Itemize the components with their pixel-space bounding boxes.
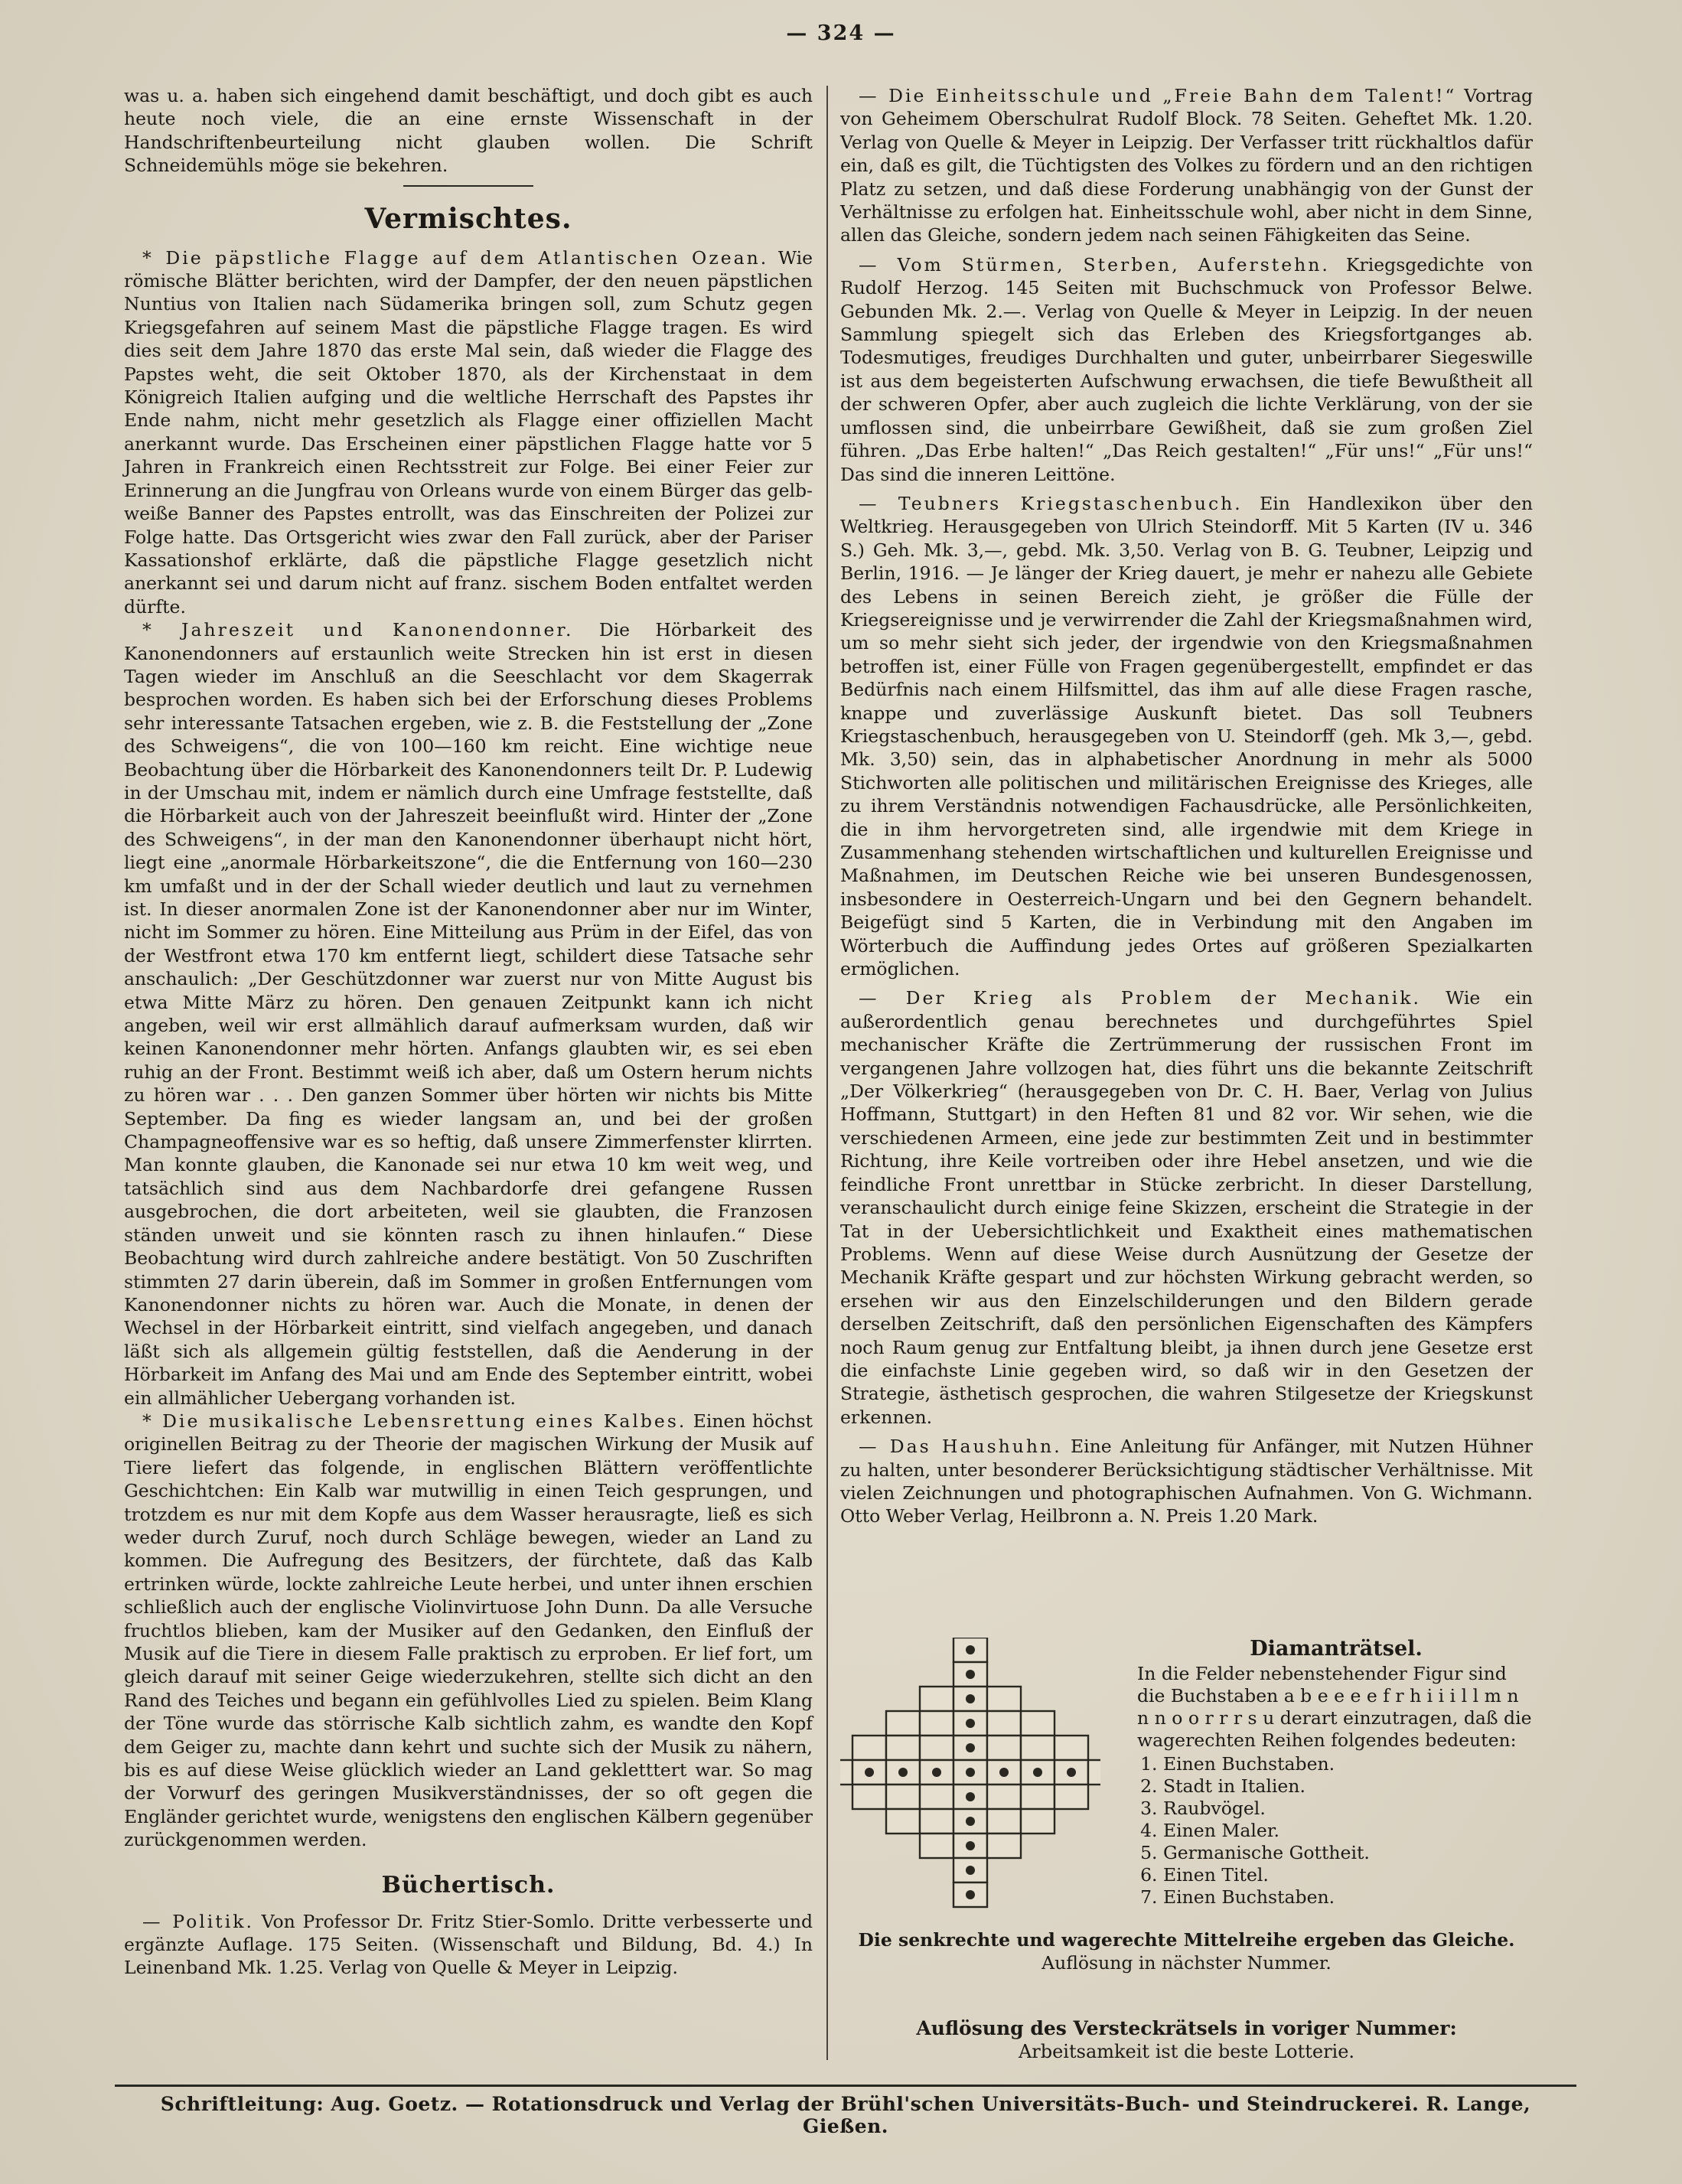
review-text: Ein Handlexikon über den Weltkrieg. Herausgegeben von Ulrich Steindorff. Mit 5 Karten (IV u. 346 S.) Geh. Mk. 3,—, gebd. Mk. 3,50. Verlag von B. G. Teubner, Leipzig und Berlin, 1916. — Je länger der Krieg dauert, je mehr er nahezu alle Gebiete des Lebens in seinen Bereich zieht, je größer die Fülle der Kriegsereignisse und je verwirrender die Zahl der Kriegsmaßnahmen wird, um so mehr sieht sich jeder, der irgendwie von den Kriegsmaßnahmen betroffen ist, einer Fülle von Fragen gegenübergestellt, empfindet er das Bedürfnis nach einem Hilfsmittel, das ihm auf alle diese Fragen rasche, knappe und zuverlässige Auskunft bietet. Das soll Teubners Kriegstaschenbuch, herausgegeben von U. Steindorff (geh. Mk 3,—, gebd. Mk. 3,50) sein, das in alphabetischer Anordnung in mehr als 5000 Stichworten alle politischen und militärischen Ereignisse des Krieges, alle zu ihrem Verständnis notwendigen Fachausdrücke, alle Persönlichkeiten, die in ihm hervorgetreten sind, alle irgendwie mit dem Kriege in Zusammenhang stehenden wirtschaftlichen und kulturellen Ereignisse und Maßnahmen, im Deutschen Reiche wie bei unseren Bundesgenossen, insbesondere in Oesterreich-Ungarn und bei den Gegnern behandelt. Beigefügt sind 5 Karten, die in Verbindung mit den Angaben im Wörterbuch die Auffindung jedes Ortes auf größeren Spezialkarten ermöglichen. [840, 492, 1533, 980]
puzzle-clue: 5. Germanische Gottheit. [1163, 1842, 1535, 1864]
puzzle-clues [1137, 1753, 1535, 1909]
book-review-einheitsschule [840, 84, 1533, 247]
grid-dot [966, 1743, 975, 1752]
review-text: Von Professor Dr. Fritz Stier-Somlo. Dritte verbesserte und ergänzte Auflage. 175 Seiten. (Wissenschaft und Bildung, Bd. 4.) In Leinenband Mk. 1.25. Verlag von Quelle & Meyer in Leipzig. [124, 1910, 813, 1979]
solution-text: Arbeitsamkeit ist die beste Lotterie. [1018, 2041, 1355, 2062]
previous-solution [840, 2017, 1533, 2063]
review-title: — Die Einheitsschule und „Freie Bahn dem Talent!“ [859, 85, 1457, 106]
grid-cell [1088, 1760, 1100, 1785]
book-review-haushuhn [840, 1435, 1533, 1528]
grid-cell [852, 1736, 886, 1760]
review-text: Wie ein außerordentlich genau berechnetes und durchgeführtes Spiel mechanischer Kräfte die Zertrümmerung der russischen Front im vergangenen Jahre vollzogen hat, dies führt uns die bekannte Zeitschrift „Der Völkerkrieg“ (herausgegeben von Dr. C. H. Baer, Verlag von Julius Hoffmann, Stuttgart) in den Heften 81 und 82 vor. Wir sehen, wie die verschiedenen Armeen, eine jede zur bestimmten Zeit und in bestimmter Richtung, ihre Keile vortreiben oder ihre Hebel ansetzen, und wie die feindliche Front unrettbar in Stücke zerbricht. In dieser Darstellung, veranschaulicht durch einige feine Skizzen, erscheint die Strategie in der Tat in der Uebersichtlichkeit und Exaktheit eines mathematischen Problems. Wenn auf diese Weise durch Ausnützung der Gesetze der Mechanik Kräfte gespart und zur höchsten Wirkung gebracht werden, so ersehen wir aus den Einzelschilderungen und den Bildern gerade derselben Zeitschrift, daß den persönlichen Eigenschaften des Kämpfers noch Raum genug zur Entfaltung bleibt, ja ihnen durch jene Gesetze erst die einfachste Linie gegeben wird, so daß wir in den Gesetzen der Strategie, ästhetisch gesprochen, die wahren Stilgesetze der Kriegskunst erkennen. [840, 987, 1533, 1428]
grid-cell [1055, 1736, 1088, 1760]
puzzle-intro: In die Felder nebenstehender Figur sind die Buchstaben a b e e e e f r h i i i l l m n n n o o r r r s u derart einzutragen, daß die wagerechten Reihen folgendes bedeuten: [1137, 1663, 1532, 1751]
review-title: — Politik. [142, 1910, 254, 1932]
grid-dot [999, 1768, 1009, 1777]
grid-dot [966, 1841, 975, 1850]
grid-cell [920, 1809, 953, 1834]
grid-dot [966, 1694, 975, 1703]
grid-cell [1021, 1785, 1055, 1809]
grid-dot [1033, 1768, 1042, 1777]
review-text: Eine Anleitung für Anfänger, mit Nutzen Hühner zu halten, unter besonderer Berücksichtigung städtischer Verhältnisse. Mit vielen Zeichnungen und photographischen Aufnahmen. Von G. Wichmann. Otto Weber Verlag, Heilbronn a. N. Preis 1.20 Mark. [840, 1436, 1534, 1527]
footer-rule [115, 2085, 1576, 2087]
grid-cell [886, 1809, 920, 1834]
page-number: — 324 — [786, 21, 896, 45]
grid-cell [1055, 1785, 1088, 1809]
review-title: — Teubners Kriegstaschenbuch. [859, 492, 1243, 514]
grid-dot [966, 1817, 975, 1826]
review-title: — Vom Stürmen, Sterben, Auferstehn. [859, 253, 1330, 275]
puzzle-clue: 2. Stadt in Italien. [1163, 1775, 1535, 1798]
book-review-stuermen [840, 253, 1533, 486]
puzzle-clue: 3. Raubvögel. [1163, 1798, 1535, 1820]
puzzle-clue: 6. Einen Titel. [1163, 1864, 1535, 1886]
article-calf-rescue [124, 1410, 813, 1852]
grid-dot [865, 1768, 874, 1777]
grid-dot [966, 1792, 975, 1801]
grid-dot [966, 1670, 975, 1679]
grid-cell [920, 1834, 953, 1858]
diamond-grid [840, 1638, 1100, 1913]
puzzle-footnote [840, 1928, 1533, 1974]
grid-cell [1021, 1809, 1055, 1834]
grid-dot [966, 1719, 975, 1728]
puzzle-clue: 1. Einen Buchstaben. [1163, 1753, 1535, 1775]
section-rule [403, 185, 533, 187]
grid-dot [966, 1890, 975, 1899]
grid-cell [987, 1736, 1021, 1760]
heading-buechertisch: Büchertisch. [381, 1871, 556, 1899]
grid-cell [987, 1687, 1021, 1711]
grid-dot [932, 1768, 941, 1777]
grid-dot [966, 1866, 975, 1875]
diamond-puzzle [840, 1638, 1533, 1997]
grid-cell [840, 1760, 852, 1785]
puzzle-title: Diamanträtsel. [1250, 1637, 1423, 1661]
grid-cell [886, 1785, 920, 1809]
article-papal-flag [124, 246, 813, 619]
grid-cell [987, 1834, 1021, 1858]
grid-cell [920, 1711, 953, 1736]
article-text: Einen höchst originellen Beitrag zu der Theorie der magischen Wirkung der Musik auf Tiere liefert das folgende, in englischen Blättern veröffentlichte Geschichtchen: Ein Kalb war mutwillig in einen Teich gesprungen, und trotzdem es nur mit dem Kopfe aus dem Wasser herausragte, ließ es sich weder durch Zuruf, noch durch Schläge bewegen, wieder an Land zu kommen. Die Aufregung des Besitzers, der fürchtete, daß das Kalb ertrinken würde, lockte zahlreiche Leute herbei, und unter ihnen erschien schließlich auch der englische Violinvirtuose John Dunn. Da alle Versuche fruchtlos blieben, kam der Musiker auf den Gedanken, den Einfluß der Musik auf die Tiere in diesem Falle praktisch zu erproben. Er lief fort, um gleich darauf mit seiner Geige wiederzukehren, stellte sich dicht an den Rand des Teiches und begann ein gefühlvolles Lied zu spielen. Beim Klang der Töne wurde das störrische Kalb sichtlich zahm, es wandte den Kopf dem Geiger zu, machte dann kehrt und suchte sich der Musik zu nähern, bis es auf diese Weise glücklich wieder an Land gekletttert war. So mag der Vorwurf des geringen Musikverständnisses, der so oft gegen die Engländer gerichtet wurde, wenigstens den englischen Kälbern gegenüber zurückgenommen werden. [124, 1410, 813, 1851]
article-title: * Die musikalische Lebensrettung eines Kalbes. [142, 1410, 687, 1432]
grid-cell [920, 1736, 953, 1760]
puzzle-clue: 4. Einen Maler. [1163, 1820, 1535, 1842]
puzzle-text [1137, 1638, 1535, 1909]
solution-label: Auflösung des Versteckrätsels in voriger Nummer: [916, 2017, 1457, 2039]
article-title: * Jahreszeit und Kanonendonner. [142, 619, 574, 641]
right-column [840, 84, 1533, 1528]
book-review-mechanik [840, 986, 1533, 1429]
puzzle-foot-line: Die senkrechte und wagerechte Mittelreihe ergeben das Gleiche. [858, 1929, 1515, 1951]
article-text: Die Hörbarkeit des Kanonendonners auf erstaunlich weite Strecken hin ist erst in diesen Tagen wieder im Anschluß an die Seeschlacht vor dem Skagerrak besprochen worden. Es haben sich bei der Erforschung dieses Problems sehr interessante Tatsachen ergeben, wie z. B. die Feststellung der „Zone des Schweigens“, die von 100—160 km reicht. Eine wichtige neue Beobachtung über die Hörbarkeit des Kanonendonners teilt Dr. P. Ludewig in der Umschau mit, indem er nämlich durch eine Umfrage feststellte, daß die Hörbarkeit auch von der Jahreszeit beeinflußt wird. Hinter der „Zone des Schweigens“, in der man den Kanonendonner überhaupt nicht hört, liegt eine „anormale Hörbarkeitszone“, die die Entfernung von 160—230 km umfaßt und in der der Schall wieder deutlich und laut zu vernehmen ist. In dieser anormalen Zone ist der Kanonendonner aber nur im Winter, nicht im Sommer zu hören. Eine Mitteilung aus Prüm in der Eifel, das von der Westfront etwa 170 km entfernt liegt, schildert diese Tatsache sehr anschaulich: „Der Geschützdonner war zuerst nur von Mitte August bis etwa Mitte März zu hören. Den genauen Zeitpunkt kann ich nicht angeben, weil wir erst allmählich darauf aufmerksam wurden, daß wir keinen Kanonendonner mehr hörten. Anfangs glaubten wir, es sei eben ruhig an der Front. Bestimmt weiß ich aber, daß um Ostern herum nichts zu hören war . . . Den ganzen Sommer über hörten wir nichts bis Mitte September. Da fing es wieder langsam an, und bei der großen Champagneoffensive war es so heftig, daß unsere Zimmerfenster klirrten. Man konnte glauben, die Kanonade sei nur etwa 10 km weit weg, und tatsächlich sind aus dem Nachbardorfe drei gefangene Russen ausgebrochen, die dort arbeiteten, weil sie glaubten, die Franzosen ständen unweit und sie könnten rasch zu ihnen hinlaufen.“ Diese Beobachtung wird durch zahlreiche andere bestätigt. Von 50 Zuschriften stimmten 27 darin überein, daß im Sommer in großen Entfernungen vom Kanonendonner nichts zu hören war. Auch die Monate, in denen der Wechsel in der Hörbarkeit eintritt, sind vielfach angegeben, und danach läßt sich als allgemein gültig feststellen, daß die Aenderung in der Hörbarkeit im Anfang des Mai und am Ende des September eintritt, wobei ein allmählicher Uebergang vorhanden ist. [124, 619, 813, 1409]
puzzle-foot-line: Auflösung in nächster Nummer. [1041, 1952, 1332, 1974]
grid-dot [898, 1768, 908, 1777]
paragraph-handwriting-end: was u. a. haben sich eingehend damit beschäftigt, und doch gibt es auch heute noch viele, die an eine ernste Wissenschaft in der Handschriftenbeurteilung nicht glauben wollen. Die Schrift Schneidemühls möge sie bekehren. [124, 85, 813, 177]
book-review-politik [124, 1910, 813, 1980]
grid-cell [852, 1785, 886, 1809]
heading-vermischtes: Vermischtes. [364, 202, 572, 235]
article-title: * Die päpstliche Flagge auf dem Atlantischen Ozean. [142, 246, 769, 269]
grid-cell [920, 1785, 953, 1809]
grid-cell [920, 1687, 953, 1711]
grid-cell [987, 1809, 1021, 1834]
article-cannon-thunder [124, 618, 813, 1410]
review-text: Vortrag von Geheimem Oberschulrat Rudolf Block. 78 Seiten. Geheftet Mk. 1.20. Verlag von Quelle & Meyer in Leipzig. Der Verfasser tritt rückhaltlos dafür ein, daß es gilt, die Tüchtigsten des Volkes zu fördern und an den richtigen Platz zu setzen, und daß diese Forderung unabhängig von der Gunst der Verhältnisse zu erfolgen hat. Einheitsschule wohl, aber nicht in dem Sinne, allen das Gleiche, sondern jedem nach seinen Fähigkeiten das Seine. [840, 85, 1533, 246]
left-column [124, 84, 813, 1980]
grid-cell [987, 1785, 1021, 1809]
grid-cell [987, 1711, 1021, 1736]
grid-cell [886, 1736, 920, 1760]
puzzle-clue: 7. Einen Buchstaben. [1163, 1886, 1535, 1909]
review-text: Kriegsgedichte von Rudolf Herzog. 145 Seiten mit Buchschmuck von Professor Belwe. Gebunden Mk. 2.—. Verlag von Quelle & Meyer in Leipzig. In der neuen Sammlung spiegelt sich das Erleben des Kriegsfortganges ab. Todesmutiges, freudiges Durchhalten und guter, unbeirrbarer Siegeswille ist aus dem begeisterten Aufschwung erwachsen, die tiefe Bewußtheit all der schweren Opfer, aber auch zugleich die lichte Verklärung, von der sie umflossen sind, die unbeirrbare Gewißheit, daß sie zum großen Ziel führen. „Das Erbe halten!“ „Das Reich gestalten!“ „Für uns!“ „Für uns!“ Das sind die inneren Leittöne. [840, 253, 1533, 485]
grid-cell [886, 1711, 920, 1736]
book-review-kriegstaschenbuch [840, 492, 1533, 981]
grid-dot [1067, 1768, 1076, 1777]
review-title: — Das Haushuhn. [859, 1436, 1062, 1458]
imprint-footer: Schriftleitung: Aug. Goetz. — Rotationsdruck und Verlag der Brühl'schen Universitäts-Buch- und Steindruckerei. R. Lange, Gießen. [160, 2093, 1531, 2137]
review-title: — Der Krieg als Problem der Mechanik. [859, 987, 1421, 1009]
column-divider [826, 86, 828, 2060]
grid-cell [1021, 1711, 1055, 1736]
grid-dot [966, 1645, 975, 1654]
grid-dot [966, 1768, 975, 1777]
article-text: Wie römische Blätter berichten, wird der Dampfer, der den neuen päpstlichen Nuntius von Italien nach Südamerika bringen soll, zum Schutz gegen Kriegsgefahren auf seinem Mast die päpstliche Flagge tragen. Es wird dies seit dem Jahre 1870 das erste Mal sein, daß wieder die Flagge des Papstes weht, die seit Oktober 1870, als der Kirchenstaat in dem Königreich Italien aufging und die weltliche Herrschaft des Papstes ihr Ende nahm, nicht mehr gesetzlich als Flagge einer offiziellen Macht anerkannt wurde. Das Erscheinen einer päpstlichen Flagge hatte vor 5 Jahren in Frankreich einen Rechtsstreit zur Folge. Bei einer Feier zur Erinnerung an die Jungfrau von Orleans wurde von einem Bürger das gelb-weiße Banner des Papstes entrollt, was das Einschreiten der Polizei zur Folge hatte. Das Ortsgericht wies zwar den Fall zurück, aber der Pariser Kassationshof erklärte, daß die päpstliche Flagge gesetzlich nicht anerkannt sei und darum nicht auf franz. sischem Boden entfaltet werden dürfte. [124, 246, 813, 618]
grid-cell [1021, 1736, 1055, 1760]
